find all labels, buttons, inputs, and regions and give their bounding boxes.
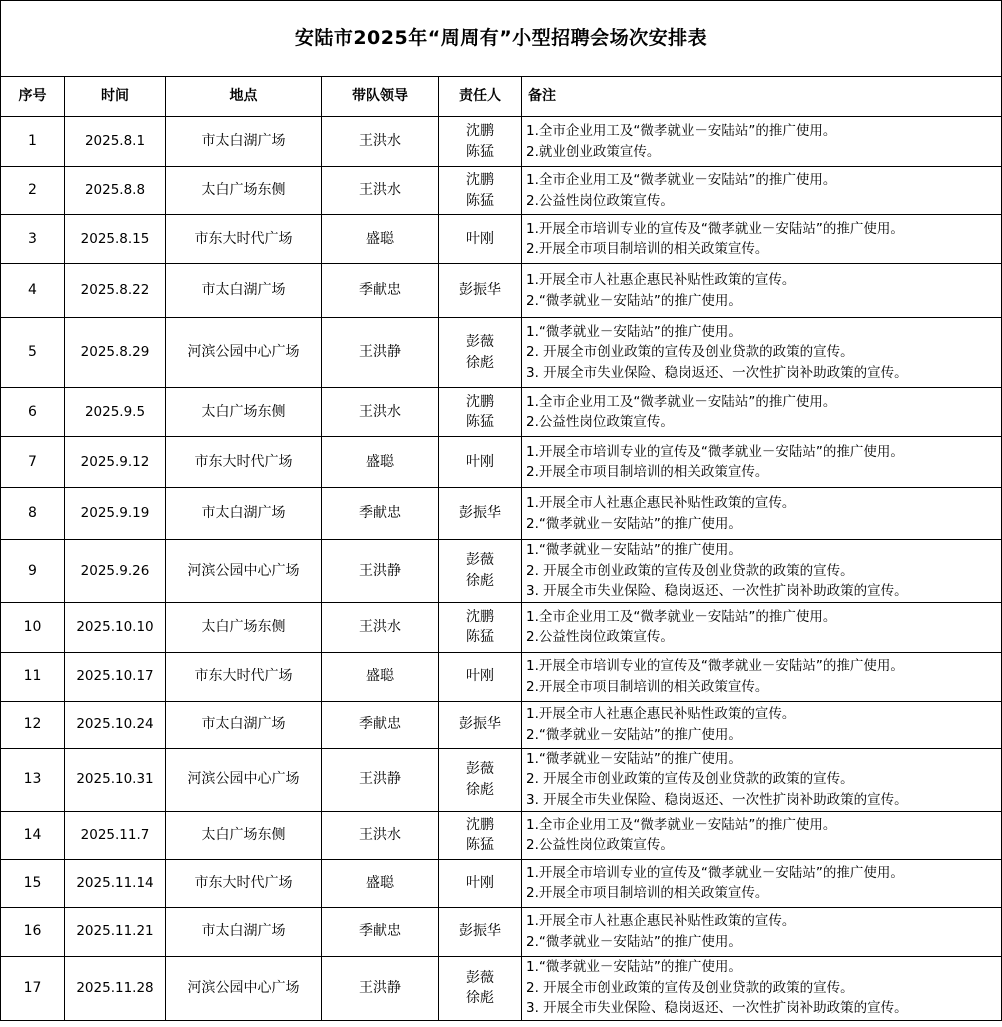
table-row: [1, 859, 1002, 907]
row-notes: [522, 117, 1002, 167]
note-line: 1.开展全市人社惠企惠民补贴性政策的宣传。: [526, 913, 796, 929]
row-place: 市东大时代广场: [166, 652, 322, 701]
note-line: 2.公益性岗位政策宣传。: [526, 192, 674, 209]
table-row: [1, 117, 1002, 167]
note-line: 2. 开展全市创业政策的宣传及创业贷款的政策的宣传。: [526, 344, 854, 361]
row-number: 4: [1, 264, 65, 318]
row-number: 17: [1, 956, 65, 1020]
table-row: [1, 264, 1002, 318]
row-number: 16: [1, 907, 65, 956]
row-notes: [522, 167, 1002, 215]
row-place: 河滨公园中心广场: [166, 956, 322, 1020]
row-leader: 王洪静: [322, 318, 439, 388]
row-notes: [522, 652, 1002, 701]
row-leader: 王洪水: [322, 117, 439, 167]
responsible-person: 叶刚: [466, 230, 494, 247]
table-row: [1, 811, 1002, 859]
row-leader: 季献忠: [322, 701, 439, 748]
note-line: 2. 开展全市创业政策的宣传及创业贷款的政策的宣传。: [526, 979, 854, 996]
note-line: 3. 开展全市失业保险、稳岗返还、一次性扩岗补助政策的宣传。: [526, 583, 908, 599]
row-notes: [522, 437, 1002, 488]
table-row: [1, 701, 1002, 748]
row-responsible: [439, 215, 522, 264]
row-date: 2025.8.29: [65, 318, 166, 388]
row-responsible: [439, 437, 522, 488]
row-number: 12: [1, 701, 65, 748]
table-row: [1, 748, 1002, 811]
row-date: 2025.9.5: [65, 388, 166, 437]
row-leader: 王洪水: [322, 167, 439, 215]
row-place: 市太白湖广场: [166, 264, 322, 318]
responsible-person: 沈鹏: [466, 393, 494, 410]
responsible-person: 彭薇: [466, 969, 494, 986]
header-notes: 备注: [522, 77, 1002, 117]
title-row: [1, 1, 1002, 77]
row-responsible: [439, 602, 522, 652]
row-date: 2025.11.21: [65, 907, 166, 956]
responsible-person: 彭薇: [466, 552, 494, 569]
row-place: 市东大时代广场: [166, 215, 322, 264]
row-notes: [522, 488, 1002, 540]
row-notes: [522, 540, 1002, 603]
responsible-person: 彭振华: [459, 716, 501, 733]
row-responsible: [439, 701, 522, 748]
row-date: 2025.8.22: [65, 264, 166, 318]
row-notes: [522, 859, 1002, 907]
row-notes: [522, 956, 1002, 1020]
table-row: [1, 602, 1002, 652]
table-row: [1, 437, 1002, 488]
table-row: [1, 907, 1002, 956]
note-line: 2. 开展全市创业政策的宣传及创业贷款的政策的宣传。: [526, 562, 854, 579]
table-row: [1, 488, 1002, 540]
row-leader: 王洪静: [322, 748, 439, 811]
row-place: 太白广场东侧: [166, 388, 322, 437]
table-row: [1, 215, 1002, 264]
responsible-person: 叶刚: [466, 668, 494, 685]
row-notes: [522, 388, 1002, 437]
row-leader: 王洪静: [322, 956, 439, 1020]
note-line: 2.开展全市项目制培训的相关政策宣传。: [526, 464, 769, 480]
row-responsible: [439, 167, 522, 215]
table-body: [1, 117, 1002, 1021]
row-place: 市太白湖广场: [166, 701, 322, 748]
row-place: 市太白湖广场: [166, 907, 322, 956]
note-line: 1.全市企业用工及“微孝就业－安陆站”的推广使用。: [526, 172, 837, 188]
note-line: 2.“微孝就业－安陆站”的推广使用。: [526, 292, 742, 309]
note-line: 3. 开展全市失业保险、稳岗返还、一次性扩岗补助政策的宣传。: [526, 791, 908, 808]
responsible-person: 彭薇: [466, 334, 494, 350]
row-leader: 盛聪: [322, 859, 439, 907]
note-line: 1.开展全市人社惠企惠民补贴性政策的宣传。: [526, 706, 796, 722]
row-place: 市太白湖广场: [166, 117, 322, 167]
note-line: 1.开展全市培训专业的宣传及“微孝就业－安陆站”的推广使用。: [526, 864, 904, 881]
responsible-person: 陈猛: [466, 629, 494, 645]
row-number: 6: [1, 388, 65, 437]
table-row: [1, 540, 1002, 603]
note-line: 1.全市企业用工及“微孝就业－安陆站”的推广使用。: [526, 393, 837, 410]
note-line: 1.开展全市培训专业的宣传及“微孝就业－安陆站”的推广使用。: [526, 658, 904, 674]
row-responsible: [439, 859, 522, 907]
row-notes: [522, 748, 1002, 811]
row-place: 河滨公园中心广场: [166, 748, 322, 811]
row-notes: [522, 215, 1002, 264]
responsible-person: 徐彪: [466, 354, 494, 371]
row-number: 15: [1, 859, 65, 907]
row-number: 8: [1, 488, 65, 540]
note-line: 2.开展全市项目制培训的相关政策宣传。: [526, 241, 769, 257]
responsible-person: 沈鹏: [466, 608, 494, 625]
header-row: [1, 77, 1002, 117]
row-date: 2025.11.14: [65, 859, 166, 907]
responsible-person: 叶刚: [466, 453, 494, 470]
row-leader: 季献忠: [322, 907, 439, 956]
note-line: 1.开展全市培训专业的宣传及“微孝就业－安陆站”的推广使用。: [526, 443, 904, 460]
responsible-person: 徐彪: [466, 781, 494, 798]
responsible-person: 陈猛: [466, 192, 494, 209]
responsible-person: 彭薇: [466, 761, 494, 777]
note-line: 2.公益性岗位政策宣传。: [526, 414, 674, 430]
note-line: 1.全市企业用工及“微孝就业－安陆站”的推广使用。: [526, 608, 837, 625]
row-leader: 盛聪: [322, 437, 439, 488]
row-number: 13: [1, 748, 65, 811]
row-leader: 盛聪: [322, 652, 439, 701]
note-line: 2. 开展全市创业政策的宣传及创业贷款的政策的宣传。: [526, 771, 854, 788]
note-line: 1.全市企业用工及“微孝就业－安陆站”的推广使用。: [526, 816, 837, 833]
row-place: 河滨公园中心广场: [166, 540, 322, 603]
row-notes: [522, 318, 1002, 388]
row-responsible: [439, 652, 522, 701]
row-responsible: [439, 907, 522, 956]
row-leader: 盛聪: [322, 215, 439, 264]
note-line: 1.“微孝就业－安陆站”的推广使用。: [526, 959, 742, 976]
row-place: 河滨公园中心广场: [166, 318, 322, 388]
table-row: [1, 318, 1002, 388]
header-person: 责任人: [439, 77, 522, 117]
row-date: 2025.10.24: [65, 701, 166, 748]
row-responsible: [439, 488, 522, 540]
row-place: 太白广场东侧: [166, 811, 322, 859]
row-place: 市东大时代广场: [166, 437, 322, 488]
row-number: 7: [1, 437, 65, 488]
table-row: [1, 956, 1002, 1020]
table-row: [1, 167, 1002, 215]
row-place: 市东大时代广场: [166, 859, 322, 907]
row-date: 2025.10.10: [65, 602, 166, 652]
note-line: 1.开展全市人社惠企惠民补贴性政策的宣传。: [526, 495, 796, 511]
note-line: 3. 开展全市失业保险、稳岗返还、一次性扩岗补助政策的宣传。: [526, 1000, 908, 1017]
responsible-person: 沈鹏: [466, 123, 494, 139]
table-row: [1, 652, 1002, 701]
header-leader: 带队领导: [322, 77, 439, 117]
header-place: 地点: [166, 77, 322, 117]
row-responsible: [439, 811, 522, 859]
row-date: 2025.8.8: [65, 167, 166, 215]
responsible-person: 徐彪: [466, 990, 494, 1006]
responsible-person: 彭振华: [459, 282, 501, 299]
row-place: 太白广场东侧: [166, 602, 322, 652]
note-line: 1.开展全市人社惠企惠民补贴性政策的宣传。: [526, 272, 796, 288]
note-line: 2.就业创业政策宣传。: [526, 143, 661, 160]
row-responsible: [439, 117, 522, 167]
note-line: 2.“微孝就业－安陆站”的推广使用。: [526, 515, 742, 532]
row-notes: [522, 264, 1002, 318]
row-date: 2025.10.31: [65, 748, 166, 811]
row-number: 11: [1, 652, 65, 701]
row-number: 2: [1, 167, 65, 215]
responsible-person: 叶刚: [466, 874, 494, 891]
row-leader: 王洪水: [322, 811, 439, 859]
note-line: 1.全市企业用工及“微孝就业－安陆站”的推广使用。: [526, 123, 837, 139]
note-line: 3. 开展全市失业保险、稳岗返还、一次性扩岗补助政策的宣传。: [526, 364, 908, 381]
row-date: 2025.8.15: [65, 215, 166, 264]
row-leader: 王洪水: [322, 388, 439, 437]
row-number: 3: [1, 215, 65, 264]
responsible-person: 沈鹏: [466, 816, 494, 833]
note-line: 2.“微孝就业－安陆站”的推广使用。: [526, 933, 742, 950]
note-line: 2.“微孝就业－安陆站”的推广使用。: [526, 726, 742, 743]
responsible-person: 陈猛: [466, 837, 494, 853]
row-notes: [522, 602, 1002, 652]
responsible-person: 沈鹏: [466, 172, 494, 188]
note-line: 2.开展全市项目制培训的相关政策宣传。: [526, 885, 769, 901]
row-date: 2025.9.12: [65, 437, 166, 488]
note-line: 2.公益性岗位政策宣传。: [526, 837, 674, 853]
row-responsible: [439, 388, 522, 437]
responsible-person: 彭振华: [459, 505, 501, 522]
row-number: 14: [1, 811, 65, 859]
row-notes: [522, 907, 1002, 956]
note-line: 1.开展全市培训专业的宣传及“微孝就业－安陆站”的推广使用。: [526, 220, 904, 237]
row-leader: 季献忠: [322, 264, 439, 318]
note-line: 2.开展全市项目制培训的相关政策宣传。: [526, 678, 769, 695]
row-place: 太白广场东侧: [166, 167, 322, 215]
row-date: 2025.11.7: [65, 811, 166, 859]
row-date: 2025.8.1: [65, 117, 166, 167]
row-date: 2025.11.28: [65, 956, 166, 1020]
table-row: [1, 388, 1002, 437]
note-line: 2.公益性岗位政策宣传。: [526, 629, 674, 645]
row-date: 2025.9.19: [65, 488, 166, 540]
row-responsible: [439, 956, 522, 1020]
note-line: 1.“微孝就业－安陆站”的推广使用。: [526, 323, 742, 340]
row-number: 9: [1, 540, 65, 603]
row-number: 5: [1, 318, 65, 388]
responsible-person: 陈猛: [466, 414, 494, 430]
page-title: 安陆市2025年“周周有”小型招聘会场次安排表: [1, 1, 1002, 77]
row-responsible: [439, 748, 522, 811]
row-leader: 季献忠: [322, 488, 439, 540]
header-date: 时间: [65, 77, 166, 117]
header-no: 序号: [1, 77, 65, 117]
row-responsible: [439, 264, 522, 318]
row-notes: [522, 701, 1002, 748]
row-responsible: [439, 318, 522, 388]
responsible-person: 徐彪: [466, 572, 494, 589]
row-notes: [522, 811, 1002, 859]
row-date: 2025.10.17: [65, 652, 166, 701]
row-leader: 王洪静: [322, 540, 439, 603]
responsible-person: 彭振华: [459, 923, 501, 940]
responsible-person: 陈猛: [466, 143, 494, 160]
row-responsible: [439, 540, 522, 603]
note-line: 1.“微孝就业－安陆站”的推广使用。: [526, 750, 742, 767]
row-number: 1: [1, 117, 65, 167]
row-place: 市太白湖广场: [166, 488, 322, 540]
note-line: 1.“微孝就业－安陆站”的推广使用。: [526, 542, 742, 558]
row-leader: 王洪水: [322, 602, 439, 652]
row-number: 10: [1, 602, 65, 652]
row-date: 2025.9.26: [65, 540, 166, 603]
